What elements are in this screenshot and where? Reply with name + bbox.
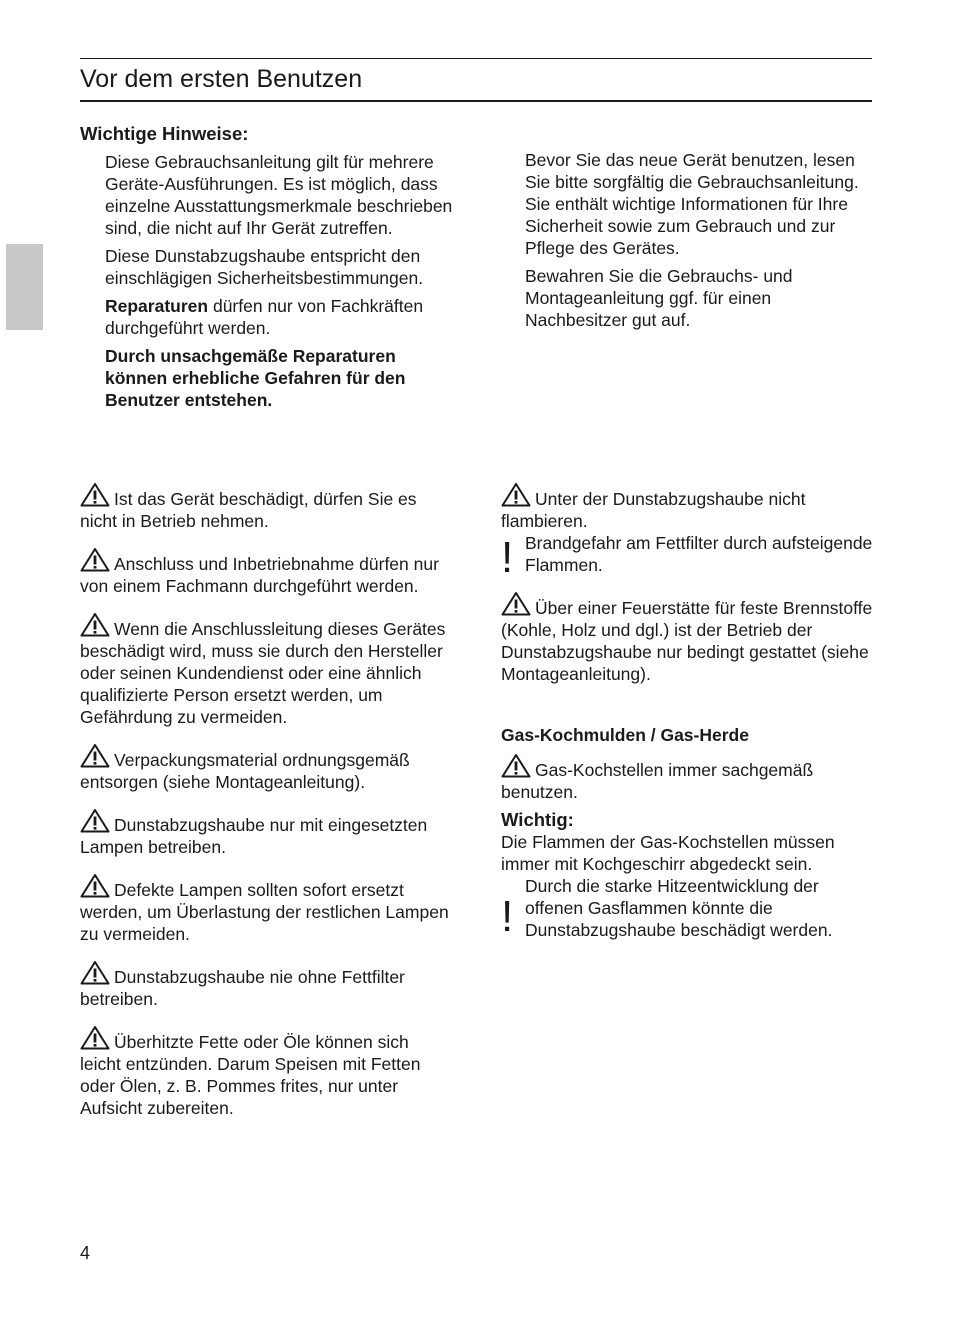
- warning-text: Anschluss und Inbetriebnahme dürfen nur von einem Fachmann durchgeführt werden.: [80, 554, 439, 596]
- warning-triangle-icon: [80, 743, 110, 768]
- warning-text: Ist das Gerät beschädigt, dürfen Sie es nicht in Betrieb nehmen.: [80, 489, 417, 531]
- warning-triangle-icon: [80, 482, 110, 507]
- warning-item: [80, 808, 452, 858]
- warning-item: [501, 482, 873, 532]
- heat-damage-note: [501, 875, 873, 941]
- intro-paragraph: Bevor Sie das neue Gerät benutzen, lesen Sie bitte sorgfältig die Gebrauchsanleitung. Sie enthält wichtige Informationen für Ihre Sicherheit sowie zum Gebrauch und zur Pflege des Gerätes.: [525, 150, 859, 258]
- warning-triangle-icon: [80, 612, 110, 637]
- page-title: Vor dem ersten Benutzen: [80, 65, 363, 93]
- repairs-bold-word: Reparaturen: [105, 296, 209, 316]
- intro-paragraph: Bewahren Sie die Gebrauchs- und Montageanleitung ggf. für einen Nachbesitzer gut auf.: [525, 266, 793, 330]
- chapter-side-tab: [6, 244, 43, 330]
- exclamation-icon: !: [501, 892, 514, 941]
- warning-triangle-icon: [80, 873, 110, 898]
- warning-item: [80, 873, 452, 945]
- warning-text: Verpackungsmaterial ordnungsgemäß entsorgen (siehe Montageanleitung).: [80, 750, 410, 792]
- warning-triangle-icon: [80, 547, 110, 572]
- warning-item: [80, 547, 452, 597]
- heat-damage-text: Durch die starke Hitzeentwicklung der offenen Gasflammen könnte die Dunstabzugshaube beschädigt werden.: [525, 876, 833, 940]
- warning-text: Wenn die Anschlussleitung dieses Gerätes beschädigt wird, muss sie durch den Hersteller oder seinen Kundendienst oder eine ähnlich qualifizierte Person ersetzt werden, um Gefährdung zu vermeiden.: [80, 619, 446, 727]
- gas-section: [501, 753, 873, 941]
- intro-left-column: [105, 151, 457, 417]
- header-rule-top: [80, 58, 872, 59]
- warning-item: [501, 753, 873, 803]
- warning-triangle-icon: [501, 753, 531, 778]
- warning-text: Dunstabzugshaube nie ohne Fettfilter betreiben.: [80, 967, 405, 1009]
- warning-text: Gas-Kochstellen immer sachgemäß benutzen.: [501, 760, 814, 802]
- warnings-left-column: [80, 482, 452, 1119]
- warning-triangle-icon: [80, 960, 110, 985]
- warning-item: [80, 1025, 452, 1119]
- page-number: 4: [80, 1243, 91, 1263]
- warning-item: [80, 743, 452, 793]
- warning-item: [80, 960, 452, 1010]
- warning-triangle-icon: [501, 591, 531, 616]
- repair-danger-notice: Durch unsachgemäße Reparaturen können erhebliche Gefahren für den Benutzer entstehen.: [105, 346, 406, 410]
- important-label: Wichtig:: [501, 809, 574, 830]
- section-heading-wichtige-hinweise: Wichtige Hinweise:: [80, 123, 249, 144]
- important-text: Die Flammen der Gas-Kochstellen müssen immer mit Kochgeschirr abgedeckt sein.: [501, 832, 835, 874]
- warning-triangle-icon: [501, 482, 531, 507]
- warning-text: Dunstabzugshaube nur mit eingesetzten Lampen betreiben.: [80, 815, 428, 857]
- fire-risk-note: [501, 532, 873, 582]
- warning-item: [80, 482, 452, 532]
- exclamation-icon: !: [501, 533, 514, 582]
- warning-text: Unter der Dunstabzugshaube nicht flambieren.: [501, 489, 806, 531]
- header-rule-bottom: [80, 100, 872, 102]
- fire-risk-text: Brandgefahr am Fettfilter durch aufsteigende Flammen.: [525, 533, 873, 575]
- warning-triangle-icon: [80, 808, 110, 833]
- warnings-right-column: [501, 482, 873, 685]
- repairs-text: dürfen nur von Fachkräften durchgeführt werden.: [105, 296, 424, 338]
- warning-item: [501, 591, 873, 685]
- section-heading-gas: Gas-Kochmulden / Gas-Herde: [501, 725, 749, 745]
- intro-right-column: [525, 149, 875, 337]
- warning-triangle-icon: [80, 1025, 110, 1050]
- warning-text: Defekte Lampen sollten sofort ersetzt werden, um Überlastung der restlichen Lampen zu vermeiden.: [80, 880, 449, 944]
- intro-paragraph: Diese Gebrauchsanleitung gilt für mehrere Geräte-Ausführungen. Es ist möglich, dass einzelne Ausstattungsmerkmale beschrieben sind, die nicht auf Ihr Gerät zutreffen.: [105, 152, 453, 238]
- intro-paragraph: [105, 295, 457, 339]
- warning-item: [80, 612, 452, 728]
- intro-paragraph: Diese Dunstabzugshaube entspricht den einschlägigen Sicherheitsbestimmungen.: [105, 246, 424, 288]
- warning-text: Über einer Feuerstätte für feste Brennstoffe (Kohle, Holz und dgl.) ist der Betrieb der Dunstabzugshaube nur bedingt gestattet (siehe Montageanleitung).: [501, 598, 873, 684]
- warning-text: Überhitzte Fette oder Öle können sich leicht entzünden. Darum Speisen mit Fetten oder Ölen, z. B. Pommes frites, nur unter Aufsicht zubereiten.: [80, 1032, 421, 1118]
